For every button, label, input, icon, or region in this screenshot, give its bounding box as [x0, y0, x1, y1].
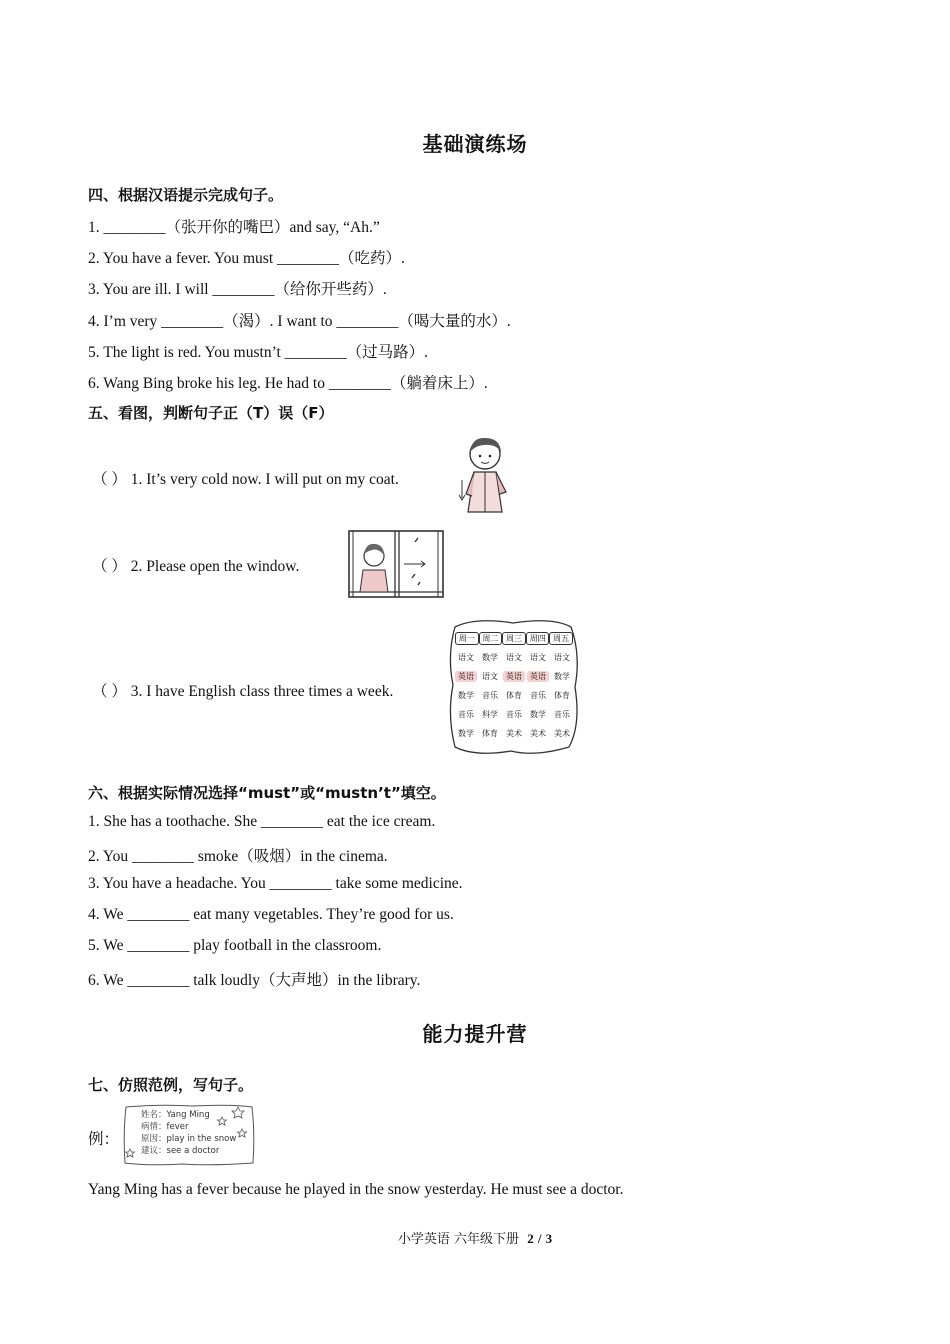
card-row-advice: 建议：see a doctor — [141, 1146, 220, 1156]
card-row-illness: 病情：fever — [141, 1122, 189, 1132]
timetable-cell: 周一 — [455, 632, 479, 645]
footer-text: 小学英语 六年级下册 — [397, 1232, 519, 1247]
section-title-advanced: 能力提升营 — [422, 1022, 528, 1046]
window-girl-picture — [348, 530, 444, 600]
statement-text: 3. I have English class three times a week. — [130, 683, 394, 700]
timetable-cell: 语文 — [458, 653, 474, 662]
timetable-cell: 数学 — [458, 691, 474, 700]
timetable-cell: 音乐 — [482, 691, 498, 700]
timetable-cell: 周二 — [479, 632, 503, 645]
timetable-cell: 科学 — [482, 710, 498, 719]
answer-bracket[interactable]: （ ） — [92, 558, 127, 575]
part4-item-5: 5. The light is red. You mustn’t ________（过马路）. — [88, 344, 429, 361]
timetable-cell: 音乐 — [506, 710, 522, 719]
part6-item-3: 3. You have a headache. You ________ take some medicine. — [88, 875, 463, 892]
timetable-row — [455, 724, 573, 743]
timetable-cell: 音乐 — [458, 710, 474, 719]
timetable-cell: 语文 — [506, 653, 522, 662]
answer-bracket[interactable]: （ ） — [92, 471, 127, 488]
part5-item-3 — [92, 679, 393, 701]
timetable-cell: 周三 — [502, 632, 526, 645]
part5-heading: 五、看图，判断句子正（T）误（F） — [88, 404, 334, 422]
answer-bracket[interactable]: （ ） — [92, 683, 127, 700]
timetable-cell: 语文 — [530, 653, 546, 662]
timetable-cell: 体育 — [554, 691, 570, 700]
part4-heading: 四、根据汉语提示完成句子。 — [88, 186, 284, 204]
timetable-cell: 英语 — [455, 671, 477, 682]
timetable-cell: 周五 — [549, 632, 573, 645]
timetable-row — [455, 667, 573, 686]
part4-item-2: 2. You have a fever. You must ________（吃药）. — [88, 250, 405, 267]
timetable-cell: 数学 — [530, 710, 546, 719]
part4-item-6: 6. Wang Bing broke his leg. He had to ________（躺着床上）. — [88, 375, 488, 392]
part4-item-4: 4. I’m very ________（渴）. I want to ________（喝大量的水）. — [88, 313, 511, 330]
timetable-cell: 数学 — [482, 653, 498, 662]
example-label: 例： — [88, 1130, 120, 1148]
part6-item-4: 4. We ________ eat many vegetables. They’re good for us. — [88, 906, 454, 923]
example-sentence: Yang Ming has a fever because he played in the snow yesterday. He must see a doctor. — [88, 1181, 624, 1198]
boy-coat-picture — [452, 432, 522, 524]
part4-item-3: 3. You are ill. I will ________（给你开些药）. — [88, 281, 387, 298]
timetable-grid — [455, 629, 573, 743]
timetable-cell: 音乐 — [554, 710, 570, 719]
part6-item-1: 1. She has a toothache. She ________ eat the ice cream. — [88, 813, 436, 830]
timetable-cell: 数学 — [554, 672, 570, 681]
page-footer — [0, 1228, 950, 1247]
timetable-cell: 音乐 — [530, 691, 546, 700]
timetable-cell: 语文 — [482, 672, 498, 681]
part5-item-1 — [92, 467, 399, 489]
timetable-header-row — [455, 629, 573, 648]
timetable-picture — [445, 615, 581, 757]
statement-text: 2. Please open the window. — [130, 558, 300, 575]
page-total: 3 — [545, 1231, 553, 1246]
part7-heading: 七、仿照范例，写句子。 — [88, 1076, 254, 1094]
part5-item-2 — [92, 554, 299, 576]
timetable-cell: 美术 — [506, 729, 522, 738]
timetable-cell: 美术 — [554, 729, 570, 738]
part6-item-2: 2. You ________ smoke（吸烟）in the cinema. — [88, 848, 388, 865]
statement-text: 1. It’s very cold now. I will put on my coat. — [130, 471, 399, 488]
timetable-cell: 美术 — [530, 729, 546, 738]
timetable-row — [455, 648, 573, 667]
part6-heading: 六、根据实际情况选择“must”或“mustn’t”填空。 — [88, 784, 446, 802]
timetable-cell: 周四 — [526, 632, 550, 645]
card-row-reason: 原因：play in the snow — [141, 1134, 237, 1144]
timetable-cell: 语文 — [554, 653, 570, 662]
timetable-cell: 英语 — [503, 671, 525, 682]
part6-item-5: 5. We ________ play football in the classroom. — [88, 937, 382, 954]
timetable-row — [455, 705, 573, 724]
section-title-basic: 基础演练场 — [422, 132, 528, 156]
timetable-cell: 体育 — [506, 691, 522, 700]
page-separator: / — [537, 1231, 542, 1246]
part6-item-6: 6. We ________ talk loudly（大声地）in the library. — [88, 972, 421, 989]
timetable-cell: 数学 — [458, 729, 474, 738]
timetable-cell: 英语 — [527, 671, 549, 682]
timetable-cell: 体育 — [482, 729, 498, 738]
page-number: 2 — [527, 1231, 534, 1246]
timetable-row — [455, 686, 573, 705]
part4-item-1: 1. ________（张开你的嘴巴）and say, “Ah.” — [88, 219, 380, 236]
card-row-name: 姓名：Yang Ming — [141, 1110, 210, 1120]
